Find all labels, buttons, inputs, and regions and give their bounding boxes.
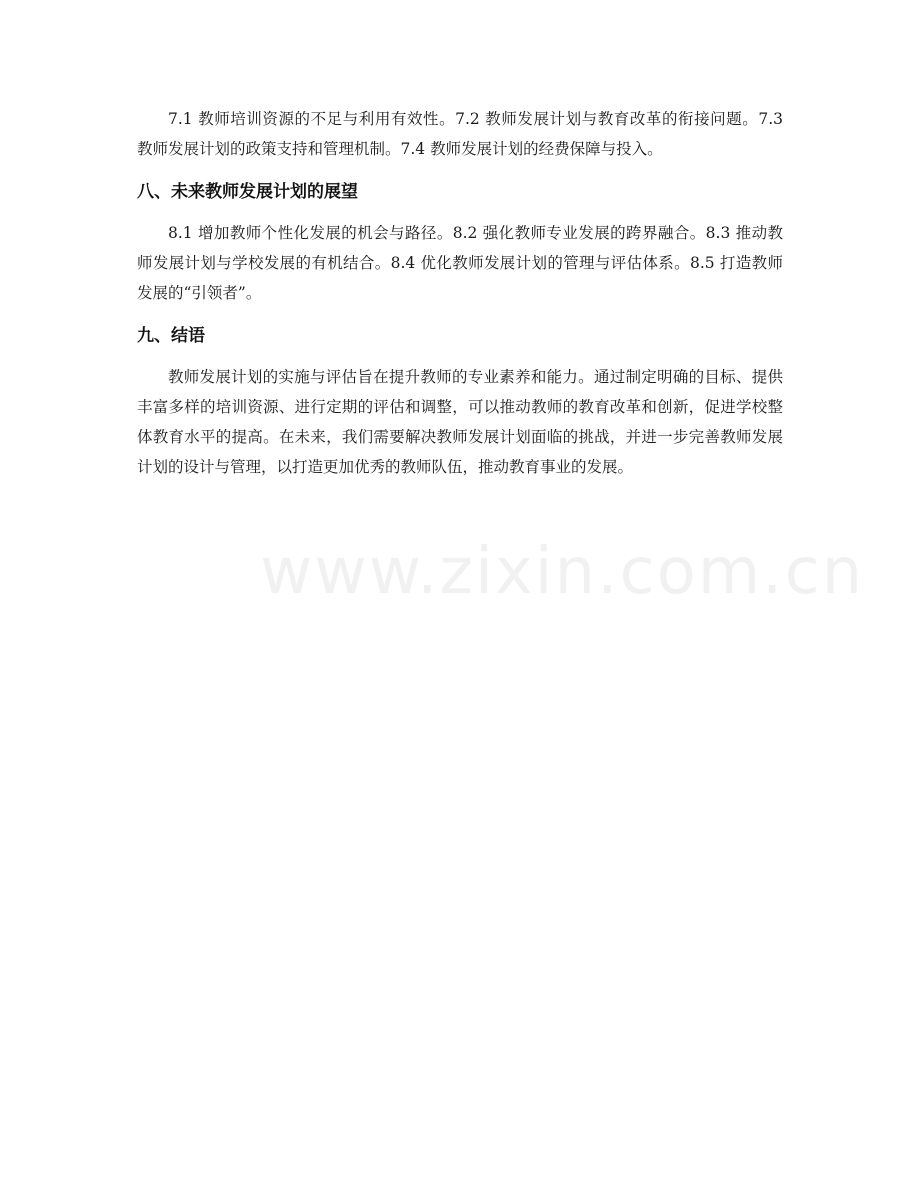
section-7-paragraph: 7.1 教师培训资源的不足与利用有效性。7.2 教师发展计划与教育改革的衔接问题。7.3 教师发展计划的政策支持和管理机制。7.4 教师发展计划的经费保障与投入。 <box>137 110 783 158</box>
document-body <box>137 104 783 482</box>
section-9-paragraph: 教师发展计划的实施与评估旨在提升教师的专业素养和能力。通过制定明确的目标、提供丰富多样的培训资源、进行定期的评估和调整，可以推动教师的教育改革和创新，促进学校整体教育水平的提高。在未来，我们需要解决教师发展计划面临的挑战，并进一步完善教师发展计划的设计与管理，以打造更加优秀的教师队伍，推动教育事业的发展。 <box>137 368 783 476</box>
section-9-heading: 九、结语 <box>137 326 205 346</box>
watermark: www.zixin.com.cn <box>260 535 865 609</box>
section-8-heading: 八、未来教师发展计划的展望 <box>137 182 358 202</box>
section-8-paragraph: 8.1 增加教师个性化发展的机会与路径。8.2 强化教师专业发展的跨界融合。8.3 推动教师发展计划与学校发展的有机结合。8.4 优化教师发展计划的管理与评估体系。8.5 打造教师发展的“引领者”。 <box>137 224 783 302</box>
